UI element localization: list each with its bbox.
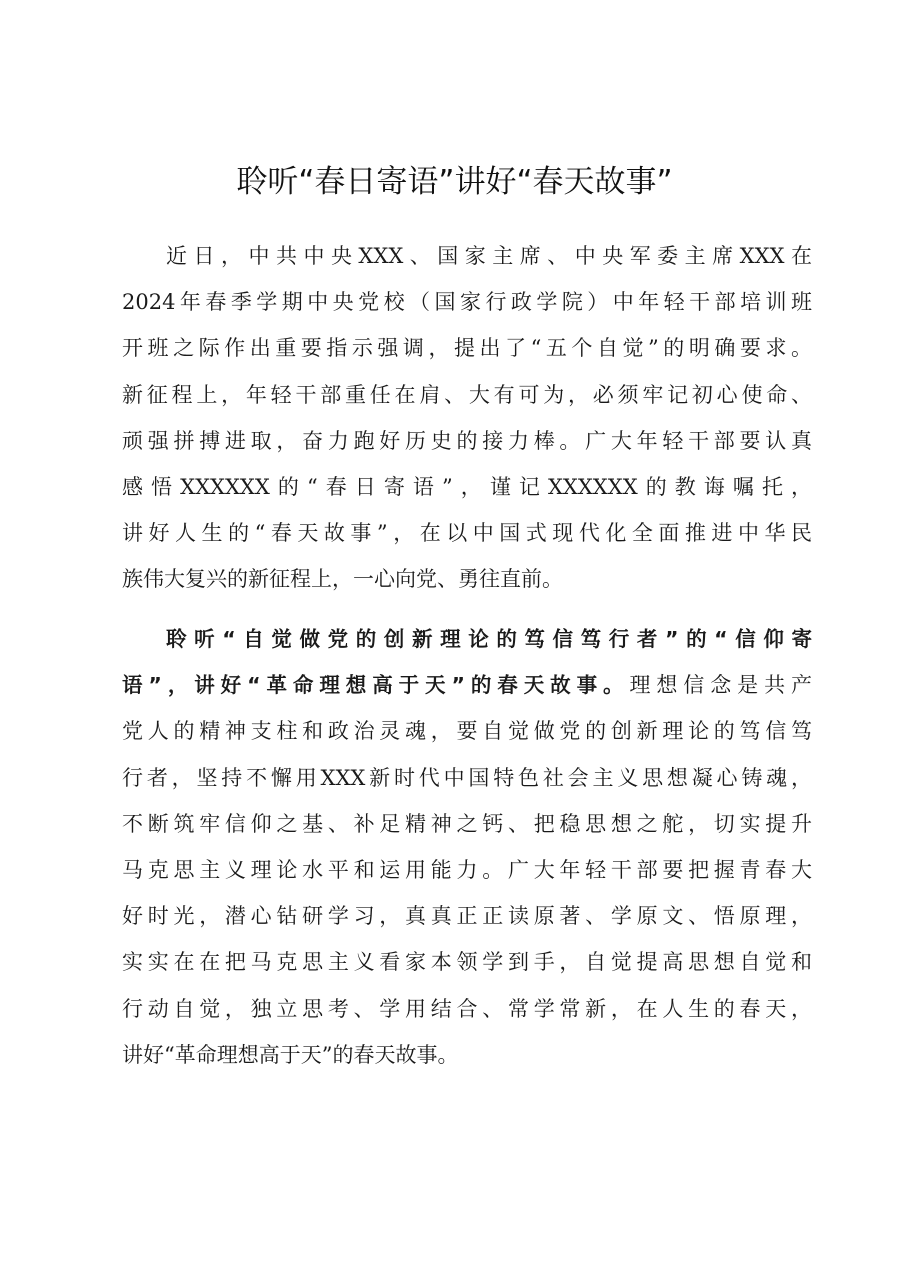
paragraph-line: 2024年春季学期中央党校（国家行政学院）中年轻干部培训班 [122,290,812,315]
paragraph-line: 好时光，潜心钻研学习，真真正正读原著、学原文、悟原理， [122,904,812,929]
paragraph-line: 行动自觉，独立思考、学用结合、常学常新，在人生的春天， [122,996,812,1021]
paragraph-line: 行者，坚持不懈用XXX新时代中国特色社会主义思想凝心铸魂， [122,765,812,790]
paragraph-heading-line: 聆听“自觉做党的创新理论的笃信笃行者”的“信仰寄 [166,627,812,651]
paragraph-line: 不断筑牢信仰之基、补足精神之钙、把稳思想之舵，切实提升 [122,811,812,836]
paragraph-line: 新征程上，年轻干部重任在肩、大有可为，必须牢记初心使命、 [122,382,812,407]
paragraph-line: 族伟大复兴的新征程上，一心向党、勇往直前。 [122,567,563,592]
paragraph-heading-end: 语”，讲好“革命理想高于天”的春天故事。 [122,673,630,698]
paragraph-line: 党人的精神支柱和政治灵魂，要自觉做党的创新理论的笃信笃 [122,719,812,744]
paragraph-mixed-line [122,662,812,708]
paragraph-line: 马克思主义理论水平和运用能力。广大年轻干部要把握青春大 [122,857,812,882]
paragraph-line: 感悟XXXXXX的“春日寄语”，谨记XXXXXX的教诲嘱托， [122,474,812,499]
paragraph-line-rest: 理想信念是共产 [629,673,813,698]
paragraph-line: 实实在在把马克思主义看家本领学到手，自觉提高思想自觉和 [122,950,812,975]
paragraph-line: 讲好“革命理想高于天”的春天故事。 [122,1042,459,1067]
paragraph-line: 顽强拼搏进取，奋力跑好历史的接力棒。广大年轻干部要认真 [122,428,812,453]
paragraph-line: 讲好人生的“春天故事”，在以中国式现代化全面推进中华民 [122,521,812,546]
paragraph-line: 开班之际作出重要指示强调，提出了“五个自觉”的明确要求。 [122,336,812,361]
paragraph-2 [122,616,812,1078]
paragraph-1 [122,233,812,603]
paragraph-line: 近日，中共中央XXX、国家主席、中央军委主席XXX在 [166,244,812,268]
document-title: 聆听“春日寄语”讲好“春天故事” [236,164,673,200]
